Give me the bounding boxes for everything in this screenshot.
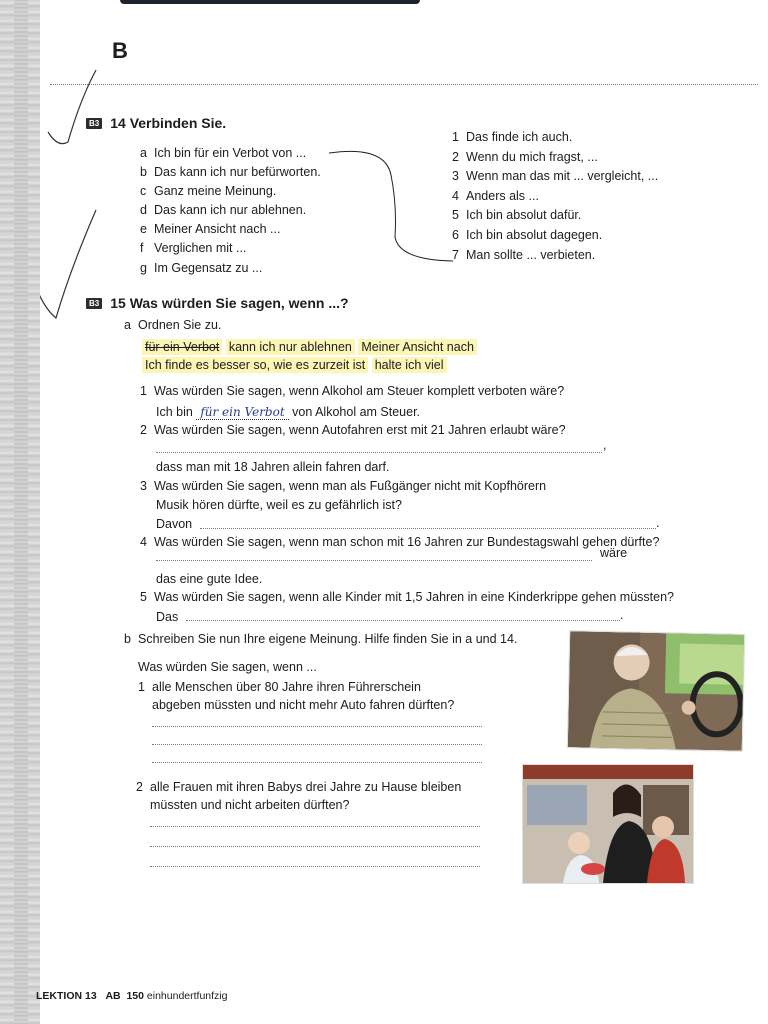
ex14-left-item: c Ganz meine Meinung. (140, 184, 277, 198)
question-2: 2 Was würden Sie sagen, wenn Autofahren erst mit 21 Jahren erlaubt wäre? (140, 423, 566, 437)
word-box-item: für ein Verbot (142, 339, 222, 355)
answer-line[interactable] (156, 560, 592, 561)
answer-line[interactable] (152, 744, 482, 745)
ex14-right-item: 1 Das finde ich auch. (452, 130, 573, 144)
line-end: . (620, 608, 624, 622)
handwritten-checkmarks (40, 60, 110, 330)
line-end: , (603, 438, 607, 452)
part-b-intro: Was würden Sie sagen, wenn ... (138, 660, 317, 674)
answer-line[interactable] (150, 826, 480, 827)
ex14-left-item: b Das kann ich nur befürworten. (140, 165, 321, 179)
level-badge: B3 (86, 298, 102, 309)
part-a-instruction: a Ordnen Sie zu. (124, 318, 222, 332)
answer-line[interactable] (200, 528, 656, 529)
page-number: 150 (126, 990, 144, 1002)
word-box-row-2 (142, 358, 447, 372)
photo-mother-with-children (522, 764, 694, 884)
answer-line[interactable] (150, 866, 480, 867)
word-box-item: kann ich nur ablehnen (226, 339, 355, 355)
ex14-right-item: 7 Man sollte ... verbieten. (452, 248, 596, 262)
part-b-instruction: b Schreiben Sie nun Ihre eigene Meinung. Hilfe finden Sie in a und 14. (124, 632, 518, 646)
lesson-label: LEKTION 13 (36, 990, 97, 1002)
continuation-4: das eine gute Idee. (156, 572, 263, 586)
photo-elderly-driver (567, 630, 745, 752)
ab-label: AB (105, 990, 121, 1002)
line-end: wäre (600, 546, 628, 560)
answer-line[interactable] (186, 620, 620, 621)
answer-line[interactable] (156, 452, 602, 453)
answer-1: Ich bin für ein Verbot von Alkohol am Steuer. (156, 405, 421, 419)
exercise-14-title: 14 Verbinden Sie. (110, 115, 227, 131)
word-box-item: halte ich viel (372, 357, 447, 373)
question-4: 4 Was würden Sie sagen, wenn man schon mit 16 Jahren zur Bundestagswahl gehen dürfte? (140, 535, 660, 549)
question-3: 3 Was würden Sie sagen, wenn man als Fußgänger nicht mit Kopfhörern (140, 479, 547, 493)
answer-5-prefix: Das (156, 610, 179, 624)
workbook-page (36, 0, 768, 1024)
answer-3-prefix: Davon (156, 517, 193, 531)
level-badge: B3 (86, 118, 102, 129)
answer-line[interactable] (152, 762, 482, 763)
page-number-word: einhundertfunfzig (146, 990, 228, 1002)
word-box-row-1 (142, 340, 477, 354)
section-letter: B (112, 38, 128, 63)
question-5: 5 Was würden Sie sagen, wenn alle Kinder mit 1,5 Jahren in eine Kinderkrippe gehen müssten? (140, 590, 674, 604)
question-1: 1 Was würden Sie sagen, wenn Alkohol am Steuer komplett verboten wäre? (140, 384, 565, 398)
answer-line[interactable] (152, 726, 482, 727)
section-divider (50, 84, 758, 85)
word-box-item: Ich finde es besser so, wie es zurzeit ist (142, 357, 368, 373)
page-footer (36, 990, 227, 1002)
ex14-left-item: e Meiner Ansicht nach ... (140, 222, 281, 236)
ex14-left-item: d Das kann ich nur ablehnen. (140, 203, 307, 217)
exercise-15-title: 15 Was würden Sie sagen, wenn ...? (110, 295, 349, 311)
ex14-left-item: a Ich bin für ein Verbot von ... (140, 146, 307, 160)
b-item-2: 2 alle Frauen mit ihren Babys drei Jahre zu Hause bleiben (136, 780, 462, 794)
line-end: . (656, 516, 660, 530)
ex14-left-item: f Verglichen mit ... (140, 241, 247, 255)
b-item-2-cont: müssten und nicht arbeiten dürften? (150, 798, 350, 812)
ex14-right-item: 2 Wenn du mich fragst, ... (452, 150, 598, 164)
b-item-1-cont: abgeben müssten und nicht mehr Auto fahren dürften? (152, 698, 455, 712)
ex14-right-item: 3 Wenn man das mit ... vergleicht, ... (452, 169, 659, 183)
ex14-right-item: 6 Ich bin absolut dagegen. (452, 228, 603, 242)
exercise-14-heading (86, 115, 226, 133)
exercise-15-heading (86, 295, 349, 313)
book-spine (0, 0, 40, 1024)
ex14-right-item: 5 Ich bin absolut dafür. (452, 208, 582, 222)
word-box-item: Meiner Ansicht nach (358, 339, 477, 355)
handwritten-answer[interactable]: für ein Verbot (196, 405, 288, 420)
ex14-left-item: g Im Gegensatz zu ... (140, 261, 263, 275)
ex14-right-item: 4 Anders als ... (452, 189, 539, 203)
question-3-cont: Musik hören dürfte, weil es zu gefährlich ist? (156, 498, 402, 512)
connecting-line (325, 145, 455, 270)
continuation-2: dass man mit 18 Jahren allein fahren darf. (156, 460, 390, 474)
answer-line[interactable] (150, 846, 480, 847)
b-item-1: 1 alle Menschen über 80 Jahre ihren Führerschein (138, 680, 421, 694)
